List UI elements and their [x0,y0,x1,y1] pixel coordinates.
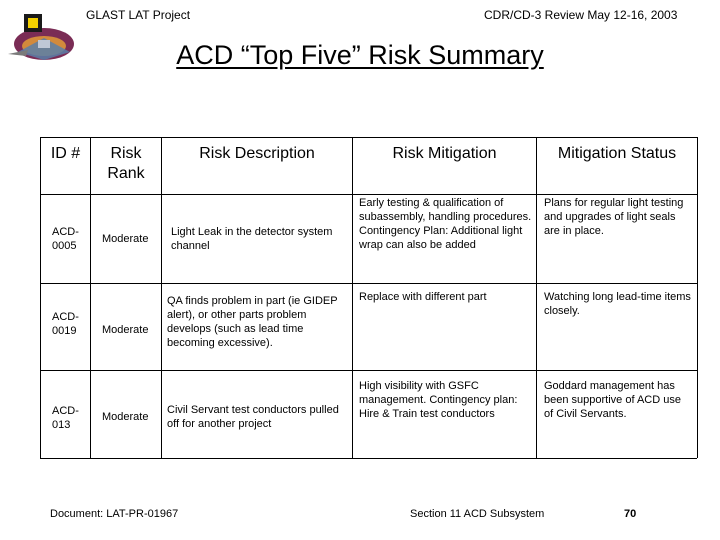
row-description: Light Leak in the detector system channel [171,226,333,252]
row-status: Watching long lead-time items closely. [544,291,691,317]
row-id: ACD-0019 [52,311,79,337]
row-status: Plans for regular light testing and upgrades of light seals are in place. [544,197,684,237]
column-header-status: Mitigation Status [557,145,677,162]
row-id: ACD-013 [52,405,79,431]
row-description: Civil Servant test conductors pulled off for another project [167,404,339,430]
column-header-id: ID # [50,145,81,162]
section-name: Section 11 ACD Subsystem [410,508,545,520]
table-row-rule [40,283,697,284]
column-header-description: Risk Description [199,145,315,162]
row-mitigation: High visibility with GSFC management. Contingency plan: Hire & Train test conductors [359,380,518,420]
row-mitigation: Replace with different part [359,291,487,303]
row-rank: Moderate [102,411,149,423]
row-mitigation: Early testing & qualification of subassembly, handling procedures. Contingency Plan: Additional light wrap can also be added [359,197,532,251]
table-header-rule [40,194,697,195]
table-column-rule [536,137,537,458]
document-id: Document: LAT-PR-01967 [50,508,179,520]
table-column-rule [90,137,91,458]
page-number: 70 [624,508,637,520]
table-column-rule [697,137,698,458]
row-rank: Moderate [102,233,149,245]
table-top-rule [40,137,697,138]
column-header-rank: Risk Rank [107,145,145,182]
table-column-rule [40,137,41,458]
row-status: Goddard management has been supportive of ACD use of Civil Servants. [544,380,681,420]
column-header-mitigation: Risk Mitigation [392,145,497,162]
project-name: GLAST LAT Project [86,8,191,22]
row-description: QA finds problem in part (ie GIDEP alert), or other parts problem develops (such as lead time becoming excessive). [167,295,338,349]
review-name: CDR/CD-3 Review May 12-16, 2003 [484,8,678,22]
page-title: ACD “Top Five” Risk Summary [176,40,544,70]
table-column-rule [161,137,162,458]
row-rank: Moderate [102,324,149,336]
table-row-rule [40,370,697,371]
table-bottom-rule [40,458,697,459]
table-column-rule [352,137,353,458]
row-id: ACD-0005 [52,226,79,252]
